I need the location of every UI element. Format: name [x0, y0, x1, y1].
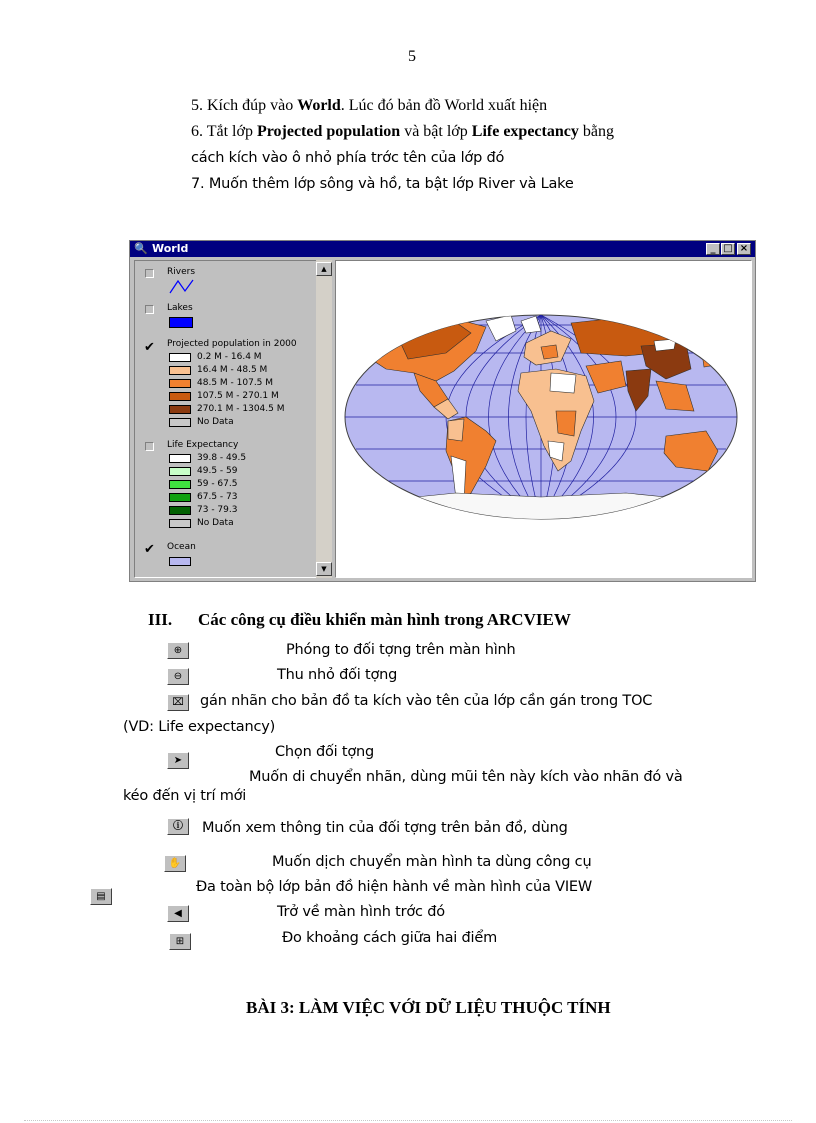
- identify-tool-icon[interactable]: ⓘ: [167, 818, 189, 835]
- scroll-down-button[interactable]: ▼: [316, 562, 332, 576]
- life-class-4-label: 67.5 - 73: [197, 492, 238, 502]
- life-expectancy-checkbox[interactable]: [145, 442, 154, 451]
- pop-class-3-label: 48.5 M - 107.5 M: [197, 378, 274, 388]
- close-button[interactable]: ×: [737, 243, 751, 255]
- identify-desc: Muốn xem thông tin của đối tợng trên bản đồ, dùng: [202, 820, 568, 836]
- step-6-text: 6. Tắt lớp: [191, 123, 257, 140]
- pan-desc: Muốn dịch chuyển màn hình ta dùng công cụ: [272, 854, 592, 870]
- lakes-checkbox[interactable]: [145, 305, 154, 314]
- footer-divider: [24, 1120, 792, 1121]
- ocean-checkbox-checked[interactable]: ✔: [144, 542, 155, 557]
- pop-class-1-swatch: [169, 353, 191, 362]
- previous-desc: Trở về màn hình trớc đó: [277, 904, 445, 920]
- pop-nodata-label: No Data: [197, 417, 234, 427]
- life-class-5-swatch: [169, 506, 191, 515]
- select-pointer-icon[interactable]: ➤: [167, 752, 189, 769]
- life-class-2-swatch: [169, 467, 191, 476]
- step-5-bold: World: [297, 97, 341, 114]
- window-titlebar: [130, 241, 755, 257]
- projected-checkbox-checked[interactable]: ✔: [144, 340, 155, 355]
- life-class-1-swatch: [169, 454, 191, 463]
- rivers-checkbox[interactable]: [145, 269, 154, 278]
- river-line-symbol: [169, 279, 195, 295]
- label-tool-icon[interactable]: ⌧: [167, 694, 189, 711]
- section-title: Các công cụ điều khiển màn hình trong ARCVIEW: [198, 610, 571, 629]
- zoom-in-tool-icon[interactable]: ⊕: [167, 642, 189, 659]
- life-class-1-label: 39.8 - 49.5: [197, 453, 247, 463]
- pop-nodata-swatch: [169, 418, 191, 427]
- zoom-out-desc: Thu nhỏ đối tợng: [277, 667, 398, 683]
- rivers-layer-label[interactable]: Rivers: [167, 267, 196, 277]
- pop-class-3-swatch: [169, 379, 191, 388]
- move-label-desc-cont: kéo đến vị trí mới: [123, 788, 247, 804]
- step-6-bold-1: Projected population: [256, 123, 401, 140]
- pan-hand-icon[interactable]: ✋: [164, 855, 186, 872]
- select-desc: Chọn đối tợng: [275, 744, 375, 760]
- map-view[interactable]: [335, 260, 752, 578]
- step-6-cont: cách kích vào ô nhỏ phía trớc tên của lớp đó: [191, 150, 505, 166]
- world-map: [336, 261, 751, 577]
- life-nodata-swatch: [169, 519, 191, 528]
- label-desc-cont: (VD: Life expectancy): [123, 719, 276, 735]
- step-6-rest: bằng: [578, 123, 614, 140]
- step-5: [191, 97, 547, 115]
- minimize-button[interactable]: _: [706, 243, 720, 255]
- arcview-world-window: [129, 240, 756, 582]
- lesson-title: BÀI 3: LÀM VIỆC VỚI DỮ LIỆU THUỘC TÍNH: [246, 998, 611, 1017]
- page-number: 5: [408, 48, 416, 65]
- step-5-text: 5. Kích đúp vào: [191, 97, 298, 114]
- step-7: 7. Muốn thêm lớp sông và hồ, ta bật lớp River và Lake: [191, 176, 574, 192]
- pop-class-4-label: 107.5 M - 270.1 M: [197, 391, 279, 401]
- window-title: World: [152, 242, 189, 255]
- toc-scrollbar[interactable]: [316, 260, 332, 578]
- step-6-bold-2: Life expectancy: [471, 123, 579, 140]
- ocean-layer-label[interactable]: Ocean: [167, 542, 196, 552]
- life-class-3-label: 59 - 67.5: [197, 479, 238, 489]
- life-expectancy-layer-label[interactable]: Life Expectancy: [167, 440, 239, 450]
- full-extent-desc: Đa toàn bộ lớp bản đồ hiện hành về màn hình của VIEW: [196, 879, 593, 895]
- previous-extent-icon[interactable]: ◀: [167, 905, 189, 922]
- lakes-layer-label[interactable]: Lakes: [167, 303, 193, 313]
- scroll-up-button[interactable]: ▲: [316, 262, 332, 276]
- view-app-icon: 🔍: [134, 242, 148, 255]
- life-class-5-label: 73 - 79.3: [197, 505, 238, 515]
- life-class-3-swatch: [169, 480, 191, 489]
- table-of-contents: [134, 260, 318, 578]
- pop-class-2-label: 16.4 M - 48.5 M: [197, 365, 268, 375]
- step-6-mid: và bật lớp: [400, 123, 472, 140]
- projected-layer-label[interactable]: Projected population in 2000: [167, 339, 297, 349]
- lake-fill-symbol: [169, 317, 193, 328]
- maximize-button[interactable]: □: [721, 243, 735, 255]
- zoom-out-tool-icon[interactable]: ⊖: [167, 668, 189, 685]
- label-desc: gán nhãn cho bản đồ ta kích vào tên của lớp cần gán trong TOC: [200, 693, 653, 709]
- life-nodata-label: No Data: [197, 518, 234, 528]
- move-label-desc: Muốn di chuyển nhãn, dùng mũi tên này kích vào nhãn đó và: [249, 769, 683, 785]
- measure-tool-icon[interactable]: ⊞: [169, 933, 191, 950]
- measure-desc: Đo khoảng cách giữa hai điểm: [282, 930, 498, 946]
- step-5-rest: . Lúc đó bản đồ World xuất hiện: [340, 97, 548, 114]
- pop-class-5-swatch: [169, 405, 191, 414]
- step-6: [191, 123, 614, 141]
- life-class-2-label: 49.5 - 59: [197, 466, 238, 476]
- section-number: III.: [148, 610, 173, 629]
- pop-class-4-swatch: [169, 392, 191, 401]
- zoom-in-desc: Phóng to đối tợng trên màn hình: [286, 642, 516, 658]
- ocean-swatch: [169, 557, 191, 566]
- pop-class-1-label: 0.2 M - 16.4 M: [197, 352, 262, 362]
- pop-class-2-swatch: [169, 366, 191, 375]
- life-class-4-swatch: [169, 493, 191, 502]
- pop-class-5-label: 270.1 M - 1304.5 M: [197, 404, 285, 414]
- full-extent-icon[interactable]: ▤: [90, 888, 112, 905]
